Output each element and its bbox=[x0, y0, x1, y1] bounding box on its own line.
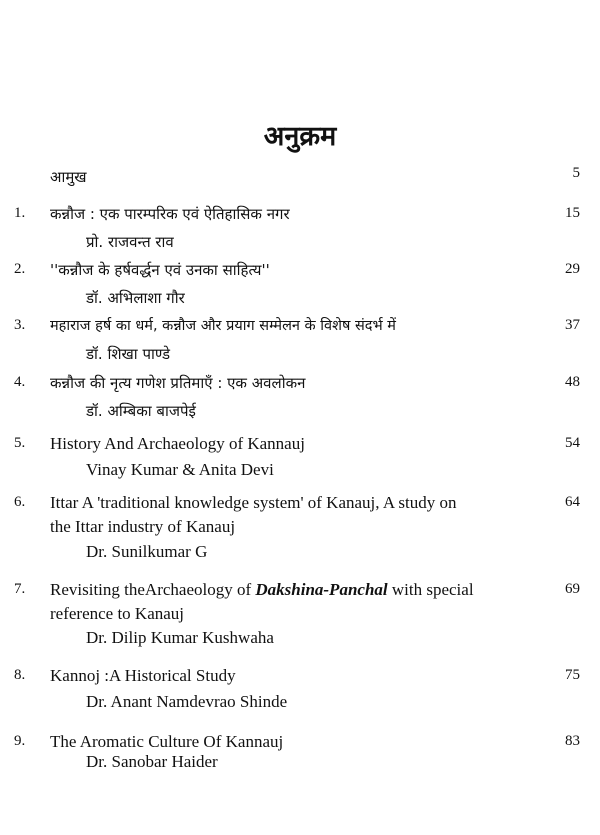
toc-entry-page: 48 bbox=[565, 374, 580, 390]
toc-entry-number: 3. bbox=[14, 317, 26, 333]
toc-entry-author: Dr. Anant Namdevrao Shinde bbox=[86, 692, 288, 711]
toc-entry-title: कन्नौज : एक पारम्परिक एवं ऐतिहासिक नगर bbox=[50, 205, 290, 223]
toc-entry-title-part: with special bbox=[387, 580, 474, 599]
toc-entry-number: 4. bbox=[14, 374, 26, 390]
toc-entry-page: 83 bbox=[565, 733, 580, 749]
toc-entry-number: 9. bbox=[14, 733, 26, 749]
toc-entry-number: 8. bbox=[14, 667, 26, 683]
page-title: अनुक्रम bbox=[263, 121, 337, 152]
toc-entry-number: 5. bbox=[14, 435, 26, 451]
toc-entry-title: The Aromatic Culture Of Kannauj bbox=[50, 732, 284, 751]
toc-entry-title-line: reference to Kanauj bbox=[50, 604, 185, 623]
toc-entry-title: Kannoj :A Historical Study bbox=[50, 666, 236, 685]
toc-entry-page: 15 bbox=[565, 205, 580, 221]
toc-entry-page: 37 bbox=[565, 317, 580, 333]
toc-entry-title-emphasis: Dakshina-Panchal bbox=[255, 580, 388, 599]
toc-entry-title: कन्नौज की नृत्य गणेश प्रतिमाएँ : एक अवलोकन bbox=[50, 374, 306, 392]
toc-entry-title-line bbox=[50, 578, 560, 602]
toc-entry-author: डॉ. शिखा पाण्डे bbox=[86, 345, 171, 363]
toc-entry-author: डॉ. अम्बिका बाजपेई bbox=[86, 402, 196, 420]
toc-entry-page: 69 bbox=[565, 581, 580, 597]
toc-entry-title-part: Revisiting theArchaeology of bbox=[50, 580, 256, 599]
toc-entry-number: 2. bbox=[14, 261, 26, 277]
toc-entry-title bbox=[50, 578, 560, 626]
toc-entry-page: 75 bbox=[565, 667, 580, 683]
toc-entry-title: ''कन्नौज के हर्षवर्द्धन एवं उनका साहित्य'' bbox=[50, 261, 270, 279]
toc-entry-author: Dr. Sanobar Haider bbox=[86, 752, 218, 771]
toc-entry-author: Vinay Kumar & Anita Devi bbox=[86, 460, 274, 479]
toc-entry-number: 1. bbox=[14, 205, 26, 221]
toc-entry-title-line: Ittar A 'traditional knowledge system' of Kanauj, A study on bbox=[50, 493, 457, 512]
toc-entry-author: प्रो. राजवन्त राव bbox=[86, 233, 174, 251]
toc-entry-page: 5 bbox=[572, 165, 580, 181]
toc-entry-title: History And Archaeology of Kannauj bbox=[50, 434, 305, 453]
toc-entry-number: 7. bbox=[14, 581, 26, 597]
toc-entry-title: आमुख bbox=[50, 168, 87, 186]
toc-entry-title-line: the Ittar industry of Kanauj bbox=[50, 517, 236, 536]
toc-entry-title bbox=[50, 491, 560, 539]
toc-entry-page: 29 bbox=[565, 261, 580, 277]
toc-entry-author: डॉ. अभिलाशा गौर bbox=[86, 289, 185, 307]
toc-entry-page: 54 bbox=[565, 435, 580, 451]
toc-entry-page: 64 bbox=[565, 494, 580, 510]
toc-entry-title: महाराज हर्ष का धर्म, कन्नौज और प्रयाग सम्मेलन के विशेष संदर्भ में bbox=[50, 318, 396, 334]
toc-entry-author: Dr. Dilip Kumar Kushwaha bbox=[86, 628, 274, 647]
toc-entry-author: Dr. Sunilkumar G bbox=[86, 542, 208, 561]
toc-entry-number: 6. bbox=[14, 494, 26, 510]
